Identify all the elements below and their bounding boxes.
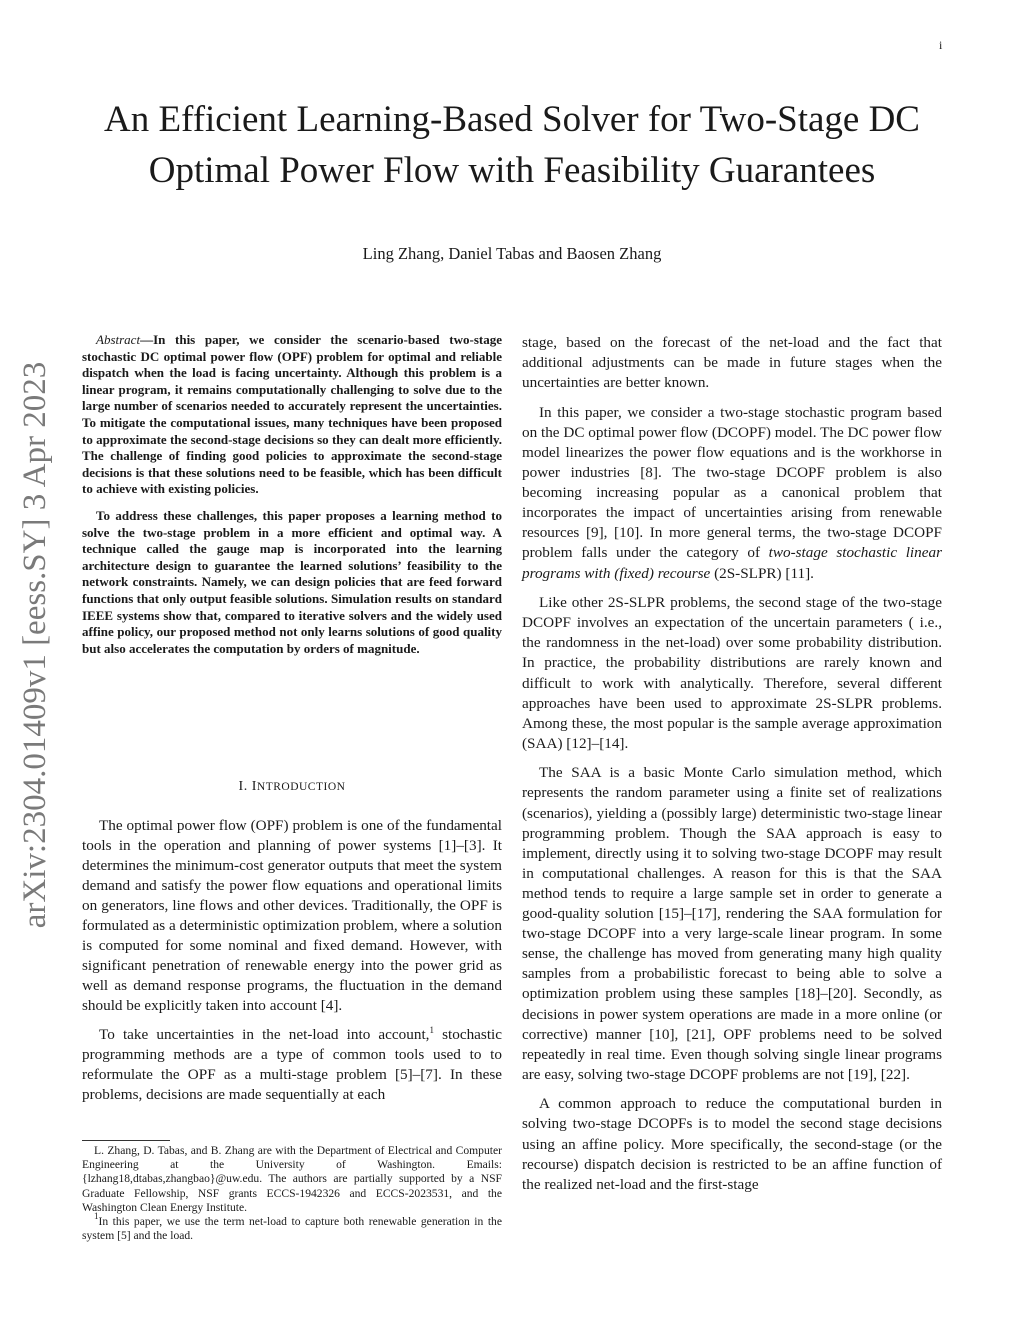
page-number: i <box>939 38 943 52</box>
section-heading-introduction: I. INTRODUCTION <box>238 779 346 794</box>
abstract-paragraph-2: To address these challenges, this paper proposes a learning method to solve the two-stage problem in a more efficient and optimal way. A technique called the gauge map is incorporated into the learning architecture design to guarantee the learned solutions’ feasibility to the network constraints. Namely, we can design policies that are feed forward functions that only output feasible solutions. Simulation results on standard IEEE systems show that, compared to iterative solvers and the widely used affine policy, our proposed method not only learns solutions of good quality but also accelerates the computation by orders of magnitude. <box>82 507 502 656</box>
author-list: Ling Zhang, Daniel Tabas and Baosen Zhang <box>362 244 662 263</box>
intro-paragraph-2: To take uncertainties in the net-load into account,$^1$ stochastic programming methods are a type of common tools used to to reformulate the OPF as a multi-stage problem [5]–[7]. In these problems, decisions are made sequentially at each <box>82 1025 502 1103</box>
right-paragraph-2: In this paper, we consider a two-stage stochastic program based on the DC optimal power flow (DCOPF) model. The DC power flow model linearizes the power flow equations and is the workhorse in power industries [8]. The two-stage DCOPF problem is also becoming increasing popular as a canonical problem that incorporates the impact of uncertainties arising from renewable resources [9], [10]. In more general terms, the two-stage DCOPF problem falls under the category of two-stage stochastic linear programs with (fixed) recourse (2S-SLPR) [11]. <box>522 403 942 582</box>
footnote-rule <box>82 1140 170 1141</box>
intro-paragraph-1: The optimal power flow (OPF) problem is one of the fundamental tools in the operation and planning of power systems [1]–[3]. It determines the minimum-cost generator outputs that meet the system demand and satisfy the power flow equations and operational limits on generators, line flows and other devices. Traditionally, the OPF is formulated as a deterministic optimization problem, where a solution is computed for some nominal and fixed demand. However, with significant penetration of renewable energy into the power grid as well as demand response programs, the fluctuation in the demand should be explicitly taken into account [4]. <box>82 817 502 1014</box>
right-paragraph-4: The SAA is a basic Monte Carlo simulation method, which represents the random parameter using a finite set of realizations (scenarios), yielding a (possibly large) deterministic two-stage linear programming problem. Though the SAA approach is easy to implement, directly using it to solving two-stage DCOPF may result in computational challenges. A reason for this is that the SAA method tends to require a large sample set in order to generate a good-quality solution [15]–[17], rendering the SAA formulation for two-stage DCOPF into a very large-scale linear program. In some sense, the challenge has moved from generating many high quality samples from a probabilistic forecast to being able to solve a optimization problem using these samples [18]–[20]. Secondly, as decisions in power system operations are made in a more online (or corrective) manner [10], [21], OPF problems need to be solved repeatedly in real time. Even though solving single linear programs are easy, solving two-stage DCOPF problems are not [19], [22]. <box>522 764 942 1083</box>
footnote-1: $^1$In this paper, we use the term net-load to capture both renewable generation in the system [5] and the load. <box>82 1211 502 1243</box>
arxiv-identifier: arXiv:2304.01409v1 [eess.SY] 3 Apr 2023 <box>17 361 53 929</box>
paper-title: An Efficient Learning-Based Solver for Two-Stage DC Optimal Power Flow with Feasibility Guarantees <box>103 99 920 191</box>
right-paragraph-3: Like other 2S-SLPR problems, the second stage of the two-stage DCOPF involves an expectation of the uncertain parameters ( i.e., the randomness in the net-load) over some probability distribution. In practice, the probability distributions are rarely known and difficult to work with analytically. Therefore, several different approaches have been used to approximate 2S-SLPR problems. Among these, the most popular is the sample average approximation (SAA) [12]–[14]. <box>522 594 942 752</box>
footnotes <box>82 1144 502 1243</box>
footnote-marker: 1 <box>429 1025 434 1035</box>
abstract <box>82 332 502 657</box>
right-column-body <box>522 333 942 1195</box>
abstract-lead: Abstract <box>96 332 141 347</box>
right-paragraph-1: stage, based on the forecast of the net-load and the fact that additional adjustments can be made in future stages when the uncertainties are better known. <box>522 334 942 392</box>
abstract-paragraph-1: Abstract—In this paper, we consider the scenario-based two-stage stochastic DC optimal power flow (OPF) problem for optimal and reliable dispatch when the load is facing uncertainty. Although this problem is a linear program, it remains computationally challenging to solve due to the large number of scenarios needed to accurately represent the uncertainties. To mitigate the computational issues, many techniques have been proposed to approximate the second-stage decisions so they can dealt more efficiently. The challenge of finding good policies to approximate the second-stage decisions is that these solutions need to be feasible, which has been difficult to achieve with existing policies. <box>82 332 502 497</box>
introduction-body <box>82 816 502 1105</box>
footnote-affiliation: L. Zhang, D. Tabas, and B. Zhang are with the Department of Electrical and Computer Engineering at the University of Washington. Emails: {lzhang18,dtabas,zhangbao}@uw.edu. The authors are partially supported by a NSF Graduate Fellowship, NSF grants ECCS-1942326 and ECCS-2023531, and the Washington Clean Energy Institute. <box>82 1144 502 1214</box>
right-paragraph-5: A common approach to reduce the computational burden in solving two-stage DCOPFs is to model the second stage decisions using an affine policy. More specifically, the second-stage (or the recourse) dispatch decision is restricted to be an affine function of the realized net-load and the first-stage <box>522 1095 942 1193</box>
